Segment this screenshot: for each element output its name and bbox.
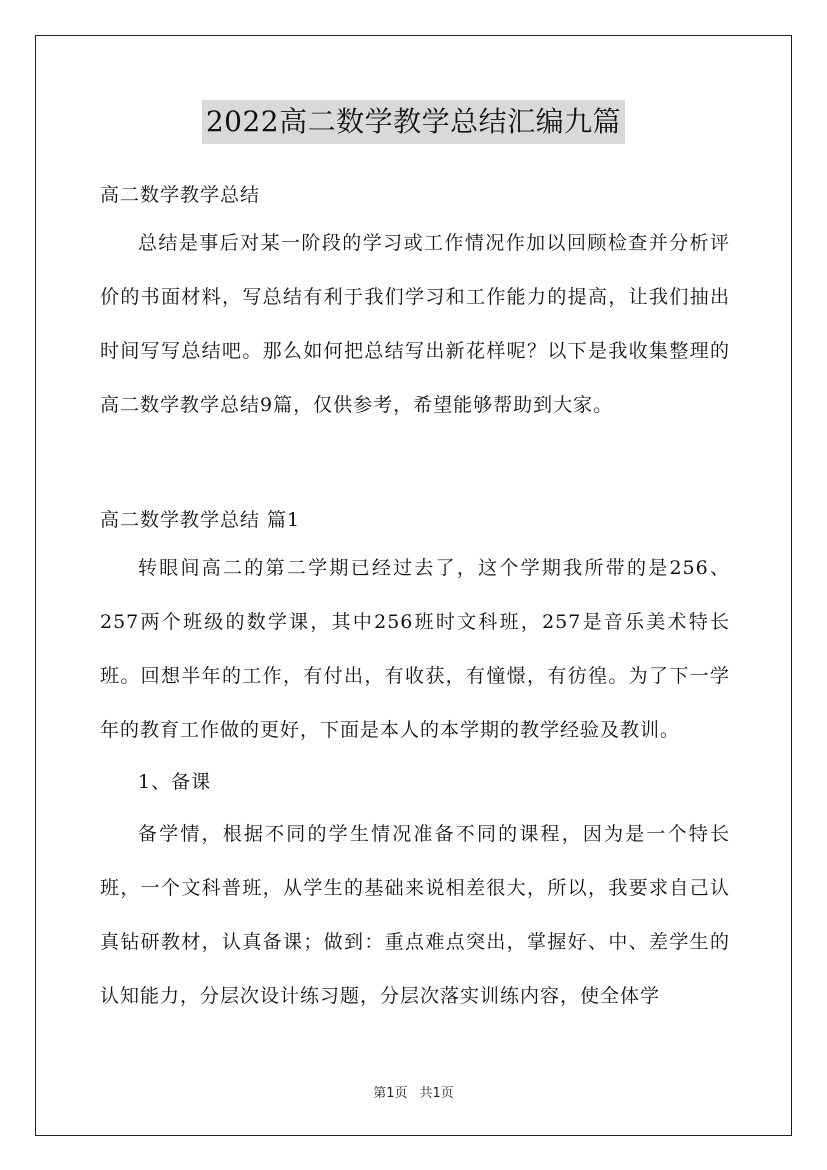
- section1-paragraph: 转眼间高二的第二学期已经过去了，这个学期我所带的是256、257两个班级的数学课，其中256班时文科班，257是音乐美术特长班。回想半年的工作，有付出，有收获，有憧憬，有彷徨。为了下一学年的教育工作做的更好，下面是本人的本学期的教学经验及教训。: [100, 557, 730, 741]
- intro-section: [100, 180, 730, 432]
- page-total: 共1页: [419, 1086, 454, 1101]
- title-container: [0, 100, 827, 144]
- section1-heading: 高二数学教学总结 篇1: [100, 509, 301, 531]
- intro-paragraph: 总结是事后对某一阶段的学习或工作情况作加以回顾检查并分析评价的书面材料，写总结有利于我们学习和工作能力的提高，让我们抽出时间写写总结吧。那么如何把总结写出新花样呢？以下是我收集整理的高二数学教学总结9篇，仅供参考，希望能够帮助到大家。: [100, 232, 730, 416]
- document-title: 2022高二数学教学总结汇编九篇: [202, 100, 625, 144]
- intro-heading: 高二数学教学总结: [100, 184, 261, 206]
- section-1: [100, 505, 730, 1023]
- item1-heading: 1、备课: [138, 771, 212, 793]
- page-number: 第1页: [373, 1086, 408, 1101]
- item1-paragraph: 备学情，根据不同的学生情况准备不同的课程，因为是一个特长班，一个文科普班，从学生的基础来说相差很大，所以，我要求自己认真钻研教材，认真备课；做到：重点难点突出，掌握好、中、差学生的认知能力，分层次设计练习题，分层次落实训练内容，使全体学: [100, 823, 730, 1007]
- page-footer: [0, 1082, 827, 1101]
